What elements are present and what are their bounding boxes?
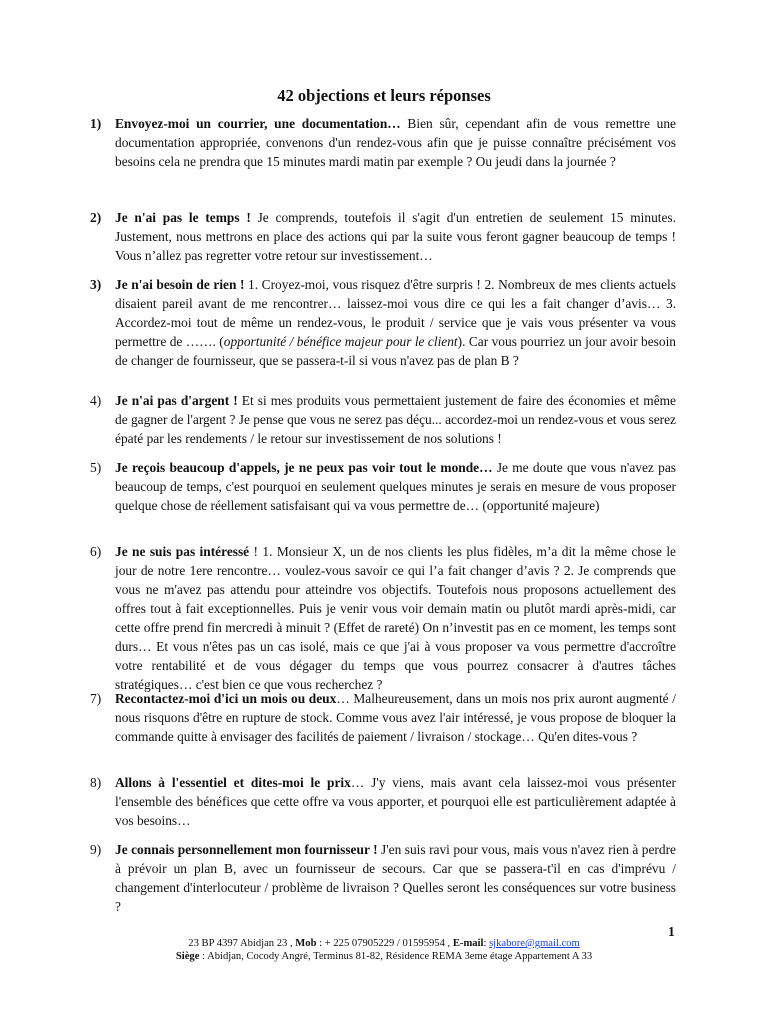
response-text-continued: ). Car vous pourriez un jour avoir besoin de changer de fournisseur, que se passera-t-il si vous n'avez pas de plan B ? bbox=[115, 334, 676, 368]
page-number: 1 bbox=[668, 924, 675, 939]
list-item bbox=[90, 458, 676, 515]
response-text: Et si mes produits vous permettaient justement de faire des économies et même de gagner de l'argent ? Je pense que vous ne serez pas déçu... accordez-moi un rendez-vous et vous serez épaté par les rendements / le retour sur investissement de nos solutions ! bbox=[115, 393, 676, 446]
list-item bbox=[90, 689, 676, 746]
list-item bbox=[90, 275, 676, 370]
page-title: 42 objections et leurs réponses bbox=[277, 86, 491, 105]
item-number: 8) bbox=[90, 775, 102, 790]
item-text bbox=[115, 840, 676, 916]
response-text: J'en suis ravi pour vous, mais vous n'avez rien à perdre à prévoir un plan B, avec un fournisseur de secours. Car que se passera-t'il en cas d'imprévu / changement d'interlocuteur / problème de livraison ? Quelles seront les conséquences sur votre business ? bbox=[115, 842, 676, 914]
objection-text: Je n'ai pas le temps ! bbox=[115, 210, 251, 225]
response-text: 1. Croyez-moi, vous risquez d'être surpris ! 2. Nombreux de mes clients actuels disaient pareil avant de me rencontrer… laissez-moi vous dire ce qui les a fait changer d’avis… 3. Accordez-moi tout de même un rendez-vous, le produit / service que je vais vous présenter va vous permettre de ……. ( bbox=[115, 277, 676, 349]
item-text bbox=[115, 773, 676, 830]
item-number: 6) bbox=[90, 544, 102, 559]
objection-text: Je n'ai pas d'argent ! bbox=[115, 393, 238, 408]
response-text: Je comprends, toutefois il s'agit d'un entretien de seulement 15 minutes. Justement, nous mettrons en place des actions qui par la suite vous feront gagner beaucoup de temps ! Vous n’allez pas regretter votre retour sur investissement… bbox=[115, 210, 676, 263]
footer-siege-value: : Abidjan, Cocody Angré, Terminus 81-82, Résidence REMA 3eme étage Appartement A 33 bbox=[202, 951, 593, 962]
list-item bbox=[90, 773, 676, 830]
item-number: 2) bbox=[90, 210, 102, 225]
email-link[interactable]: sjkabore@gmail.com bbox=[489, 938, 580, 949]
footer-mob-value: : + 225 07905229 / 01595954 , bbox=[319, 938, 451, 949]
footer-mob-label: Mob bbox=[295, 938, 317, 949]
item-text bbox=[115, 542, 676, 694]
response-text: Bien sûr, cependant afin de vous remettre une documentation appropriée, convenons d'un rendez-vous afin que je puisse connaître précisément vos besoins cela ne prendra que 15 minutes mardi matin par exemple ? Ou jeudi dans la journée ? bbox=[115, 116, 677, 169]
objection-text: Envoyez-moi un courrier, une documentation… bbox=[115, 116, 401, 131]
list-item bbox=[90, 208, 676, 265]
response-text: … Malheureusement, dans un mois nos prix auront augmenté / nous risquons d'être en rupture de stock. Comme vous avez l'air intéressé, je vous propose de bloquer la commande quitte à envisager des facilités de paiement / livraison / stockage… Qu'en dites-vous ? bbox=[115, 691, 676, 744]
objection-text: Je connais personnellement mon fournisseur ! bbox=[115, 842, 378, 857]
item-number: 3) bbox=[90, 277, 102, 292]
objection-text: Je ne suis pas intéressé bbox=[115, 544, 250, 559]
response-text: Je me doute que vous n'avez pas beaucoup de temps, c'est pourquoi en seulement quelques minutes je serais en mesure de vous proposer quelque chose de réellement satisfaisant qui va vous permettre de… (opportunité majeure) bbox=[115, 460, 676, 513]
objection-text: Recontactez-moi d'ici un mois ou deux bbox=[115, 691, 337, 706]
item-number: 1) bbox=[90, 116, 102, 131]
objection-text: Allons à l'essentiel et dites-moi le prix bbox=[115, 775, 351, 790]
item-number: 4) bbox=[90, 393, 102, 408]
footer-contact-line bbox=[0, 937, 768, 950]
item-number: 5) bbox=[90, 460, 102, 475]
item-number: 9) bbox=[90, 842, 102, 857]
footer-siege-line bbox=[0, 950, 768, 963]
item-text bbox=[115, 114, 676, 171]
footer-email-label: E-mail bbox=[452, 938, 484, 949]
item-text bbox=[115, 689, 676, 746]
footer-email-colon: : bbox=[483, 938, 487, 949]
list-item bbox=[90, 391, 676, 448]
item-text bbox=[115, 458, 676, 515]
objection-text: Je reçois beaucoup d'appels, je ne peux pas voir tout le monde… bbox=[115, 460, 493, 475]
objection-text: Je n'ai besoin de rien ! bbox=[115, 277, 245, 292]
footer-address: 23 BP 4397 Abidjan 23 , bbox=[188, 938, 293, 949]
response-emphasis: opportunité / bénéfice majeur pour le client bbox=[223, 334, 458, 349]
item-text bbox=[115, 275, 676, 370]
list-item bbox=[90, 840, 676, 916]
response-text: … J'y viens, mais avant cela laissez-moi vous présenter l'ensemble des bénéfices que cette offre va vous apporter, et pourquoi elle est particulièrement adaptée à vos besoins… bbox=[115, 775, 676, 828]
item-text bbox=[115, 391, 676, 448]
response-text: ! 1. Monsieur X, un de nos clients les plus fidèles, m’a dit la même chose le jour de notre 1ere rencontre… voulez-vous savoir ce qui l’a fait changer d’avis ? 2. Je comprends que vous ne m'avez pas attendu pour atteindre vos objectifs. Toutefois nous proposons actuellement des offres tout à fait exceptionnelles. Puis je venir vous voir demain matin ou plutôt mardi après-midi, car cette offre prend fin mercredi à minuit ? (Effet de rareté) On n’investit pas en ce moment, les temps sont durs… Et vous n'êtes pas un cas isolé, mais ce que j'ai à vous proposer va vous permettre d'accroître votre rentabilité et de vous dégager du temps que vous pourrez consacrer à d'autres tâches stratégiques… c'est bien ce que vous recherchez ? bbox=[115, 544, 676, 692]
item-text bbox=[115, 208, 676, 265]
list-item bbox=[90, 542, 676, 694]
list-item bbox=[90, 114, 676, 171]
item-number: 7) bbox=[90, 691, 102, 706]
footer-siege-label: Siège bbox=[175, 951, 200, 962]
